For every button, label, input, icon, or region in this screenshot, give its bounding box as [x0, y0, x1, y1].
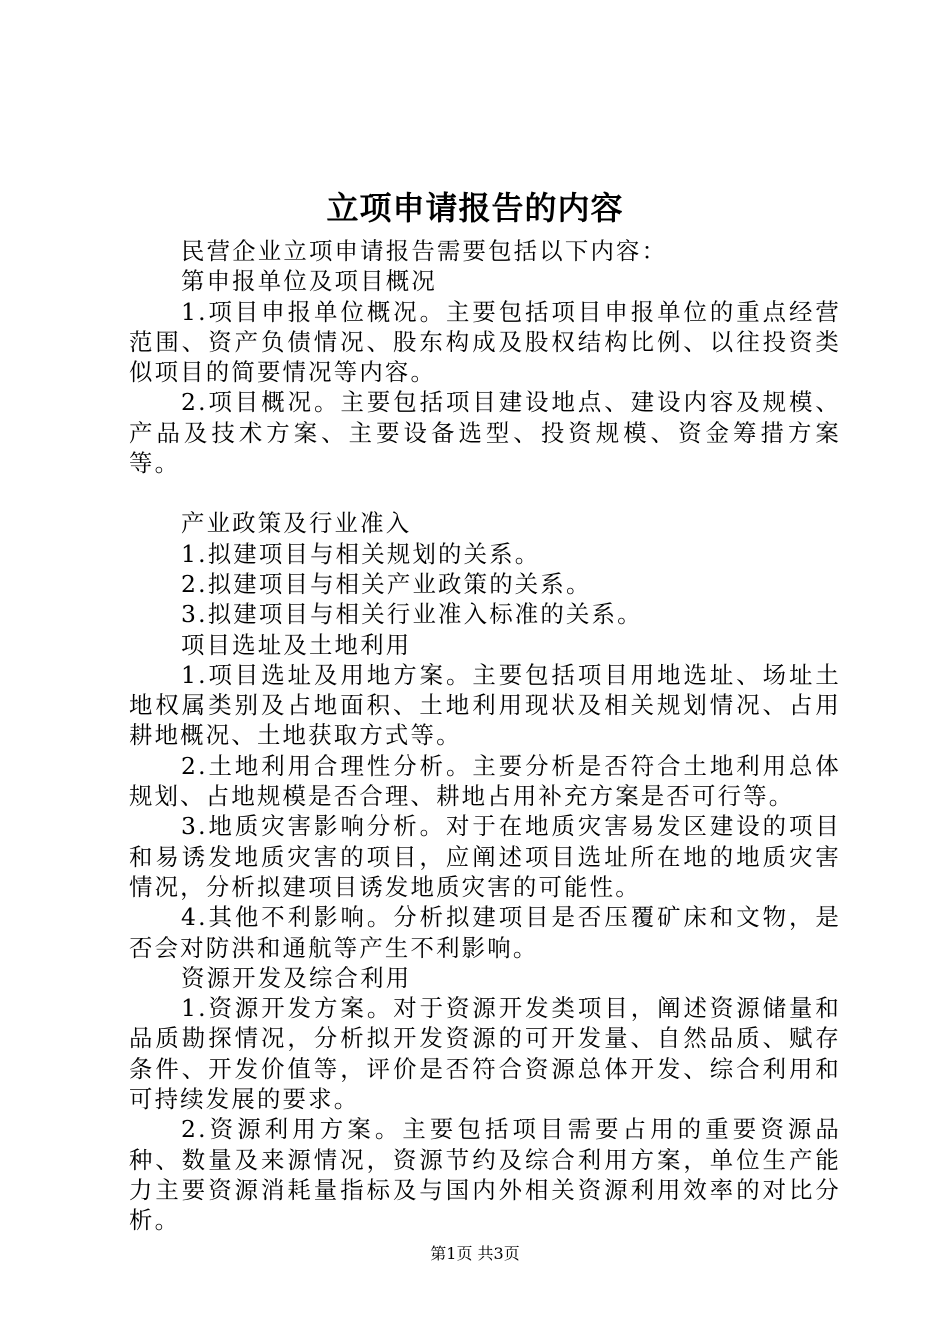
paragraph: 2.项目概况。主要包括项目建设地点、建设内容及规模、产品及技术方案、主要设备选型、投资规模、资金筹措方案等。: [129, 388, 841, 478]
paragraph: 1.项目选址及用地方案。主要包括项目用地选址、场址土地权属类别及占地面积、土地利用现状及相关规划情况、占用耕地概况、土地获取方式等。: [129, 660, 841, 750]
paragraph: 2.土地利用合理性分析。主要分析是否符合土地利用总体规划、占地规模是否合理、耕地占用补充方案是否可行等。: [129, 751, 841, 811]
paragraph: 1.资源开发方案。对于资源开发类项目，阐述资源储量和品质勘探情况，分析拟开发资源的可开发量、自然品质、赋存条件、开发价值等，评价是否符合资源总体开发、综合利用和可持续发展的要求。: [129, 994, 841, 1114]
paragraph: 1.项目申报单位概况。主要包括项目申报单位的重点经营范围、资产负债情况、股东构成及股权结构比例、以往投资类似项目的简要情况等内容。: [129, 297, 841, 387]
paragraph: 2.资源利用方案。主要包括项目需要占用的重要资源品种、数量及来源情况，资源节约及综合利用方案，单位生产能力主要资源消耗量指标及与国内外相关资源利用效率的对比分析。: [129, 1115, 841, 1235]
section-heading-resources: 资源开发及综合利用: [181, 963, 412, 992]
section-heading-site: 项目选址及土地利用: [181, 630, 412, 659]
section-heading-applicant: 第申报单位及项目概况: [181, 267, 437, 296]
blank-line: [129, 478, 841, 508]
paragraph: 3.地质灾害影响分析。对于在地质灾害易发区建设的项目和易诱发地质灾害的项目，应阐述项目选址所在地的地质灾害情况，分析拟建项目诱发地质灾害的可能性。: [129, 812, 841, 901]
paragraph-intro: 民营企业立项申请报告需要包括以下内容：: [181, 237, 668, 265]
paragraph: 4.其他不利影响。分析拟建项目是否压覆矿床和文物，是否会对防洪和通航等产生不利影响。: [129, 903, 841, 962]
paragraph: 3.拟建项目与相关行业准入标准的关系。: [181, 600, 643, 629]
paragraph: 2.拟建项目与相关产业政策的关系。: [181, 569, 592, 598]
paragraph: 1.拟建项目与相关规划的关系。: [181, 539, 541, 568]
section-heading-policy: 产业政策及行业准入: [181, 509, 412, 538]
document-title: 立项申请报告的内容: [326, 189, 624, 227]
document-body: [129, 236, 841, 1236]
page-footer: 第1页 共3页: [430, 1244, 520, 1263]
